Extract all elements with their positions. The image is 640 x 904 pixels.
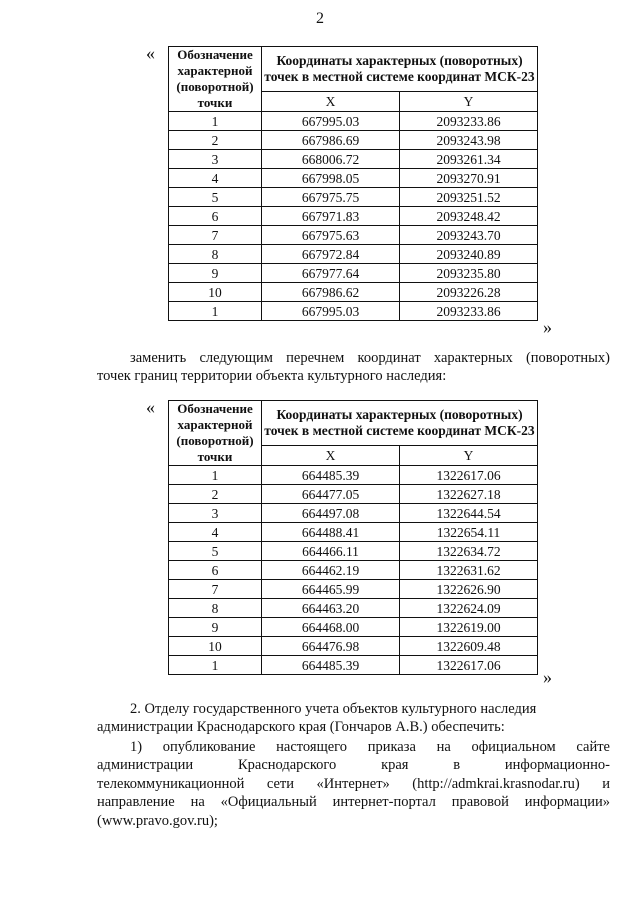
x-coordinate-cell: 667986.69 [262, 131, 400, 150]
x-coordinate-cell: 664497.08 [262, 504, 400, 523]
x-coordinate-cell: 664488.41 [262, 523, 400, 542]
point-number-cell: 2 [169, 131, 262, 150]
x-coordinate-cell: 667998.05 [262, 169, 400, 188]
point-number-cell: 9 [169, 618, 262, 637]
x-coordinate-cell: 667986.62 [262, 283, 400, 302]
x-coordinate-cell: 667977.64 [262, 264, 400, 283]
table-row [169, 264, 538, 283]
table-row [169, 207, 538, 226]
table-row [169, 302, 538, 321]
paragraph-2-line-1: 2. Отделу государственного учета объектов культурного наследия [130, 701, 537, 717]
y-coordinate-cell: 1322609.48 [400, 637, 538, 656]
y-coordinate-cell: 2093240.89 [400, 245, 538, 264]
open-quote-1: « [146, 43, 155, 63]
paragraph-3-line-5: (www.pravo.gov.ru); [97, 813, 218, 829]
close-quote-1: » [543, 317, 552, 337]
point-number-cell: 7 [169, 226, 262, 245]
y-coordinate-cell: 2093270.91 [400, 169, 538, 188]
replace-text-line-2: точек границ территории объекта культурного наследия: [97, 368, 447, 384]
paragraph-3-line-1: 1) опубликование настоящего приказа на официальном сайте [130, 739, 610, 755]
table-row [169, 466, 538, 485]
x-coordinate-cell: 664465.99 [262, 580, 400, 599]
table-row [169, 485, 538, 504]
table-row [169, 523, 538, 542]
point-number-cell: 2 [169, 485, 262, 504]
y-coordinate-cell: 1322654.11 [400, 523, 538, 542]
y-coordinate-cell: 2093233.86 [400, 302, 538, 321]
x-coordinate-cell: 667975.63 [262, 226, 400, 245]
point-number-cell: 1 [169, 656, 262, 675]
point-number-cell: 1 [169, 302, 262, 321]
y-coordinate-cell: 2093243.70 [400, 226, 538, 245]
point-number-cell: 6 [169, 561, 262, 580]
table-row [169, 112, 538, 131]
replace-text-line-1: заменить следующим перечнем координат характерных (поворотных) [130, 350, 610, 366]
x-coordinate-cell: 664463.20 [262, 599, 400, 618]
header-point: Обозначение характерной (поворотной) точки [169, 47, 262, 112]
y-coordinate-cell: 1322644.54 [400, 504, 538, 523]
x-coordinate-cell: 664476.98 [262, 637, 400, 656]
point-number-cell: 10 [169, 637, 262, 656]
header-y: Y [400, 92, 538, 112]
paragraph-3-line-2: администрации Краснодарского края в информационно- [97, 757, 610, 773]
table-row [169, 150, 538, 169]
x-coordinate-cell: 667975.75 [262, 188, 400, 207]
table-row [169, 599, 538, 618]
paragraph-3-line-3: телекоммуникационной сети «Интернет» (http://admkrai.krasnodar.ru) и [97, 776, 610, 792]
table-row [169, 131, 538, 150]
table-row [169, 542, 538, 561]
y-coordinate-cell: 1322617.06 [400, 466, 538, 485]
point-number-cell: 1 [169, 112, 262, 131]
x-coordinate-cell: 664462.19 [262, 561, 400, 580]
y-coordinate-cell: 2093261.34 [400, 150, 538, 169]
table-row [169, 561, 538, 580]
page-number: 2 [316, 10, 324, 27]
x-coordinate-cell: 667995.03 [262, 112, 400, 131]
point-number-cell: 1 [169, 466, 262, 485]
x-coordinate-cell: 664477.05 [262, 485, 400, 504]
x-coordinate-cell: 664485.39 [262, 466, 400, 485]
table-row [169, 504, 538, 523]
x-coordinate-cell: 664485.39 [262, 656, 400, 675]
coordinates-table-old [168, 46, 538, 321]
y-coordinate-cell: 2093243.98 [400, 131, 538, 150]
point-number-cell: 3 [169, 150, 262, 169]
point-number-cell: 6 [169, 207, 262, 226]
y-coordinate-cell: 2093233.86 [400, 112, 538, 131]
table-row [169, 188, 538, 207]
header-coordinates: Координаты характерных (поворотных) точек в местной системе координат МСК-23 [262, 401, 538, 446]
y-coordinate-cell: 1322619.00 [400, 618, 538, 637]
point-number-cell: 4 [169, 523, 262, 542]
point-number-cell: 4 [169, 169, 262, 188]
table-row [169, 618, 538, 637]
y-coordinate-cell: 1322626.90 [400, 580, 538, 599]
open-quote-2: « [146, 397, 155, 417]
y-coordinate-cell: 1322627.18 [400, 485, 538, 504]
table-row [169, 656, 538, 675]
point-number-cell: 9 [169, 264, 262, 283]
y-coordinate-cell: 2093226.28 [400, 283, 538, 302]
y-coordinate-cell: 2093248.42 [400, 207, 538, 226]
point-number-cell: 5 [169, 542, 262, 561]
x-coordinate-cell: 667995.03 [262, 302, 400, 321]
y-coordinate-cell: 2093251.52 [400, 188, 538, 207]
point-number-cell: 5 [169, 188, 262, 207]
table-row [169, 169, 538, 188]
point-number-cell: 7 [169, 580, 262, 599]
header-coordinates: Координаты характерных (поворотных) точек в местной системе координат МСК-23 [262, 47, 538, 92]
y-coordinate-cell: 1322634.72 [400, 542, 538, 561]
paragraph-2-line-2: администрации Краснодарского края (Гончаров А.В.) обеспечить: [97, 719, 505, 735]
table-row [169, 580, 538, 599]
header-y: Y [400, 446, 538, 466]
point-number-cell: 10 [169, 283, 262, 302]
table-row [169, 283, 538, 302]
x-coordinate-cell: 667972.84 [262, 245, 400, 264]
header-point: Обозначение характерной (поворотной) точки [169, 401, 262, 466]
x-coordinate-cell: 668006.72 [262, 150, 400, 169]
point-number-cell: 8 [169, 599, 262, 618]
table-body [169, 112, 538, 321]
x-coordinate-cell: 664466.11 [262, 542, 400, 561]
close-quote-2: » [543, 667, 552, 687]
point-number-cell: 8 [169, 245, 262, 264]
y-coordinate-cell: 1322631.62 [400, 561, 538, 580]
header-x: X [262, 92, 400, 112]
y-coordinate-cell: 2093235.80 [400, 264, 538, 283]
header-x: X [262, 446, 400, 466]
table-row [169, 226, 538, 245]
table-body [169, 466, 538, 675]
y-coordinate-cell: 1322624.09 [400, 599, 538, 618]
y-coordinate-cell: 1322617.06 [400, 656, 538, 675]
x-coordinate-cell: 664468.00 [262, 618, 400, 637]
table-row [169, 245, 538, 264]
table-row [169, 637, 538, 656]
coordinates-table-new [168, 400, 538, 675]
point-number-cell: 3 [169, 504, 262, 523]
x-coordinate-cell: 667971.83 [262, 207, 400, 226]
paragraph-3-line-4: направление на «Официальный интернет-портал правовой информации» [97, 794, 610, 810]
